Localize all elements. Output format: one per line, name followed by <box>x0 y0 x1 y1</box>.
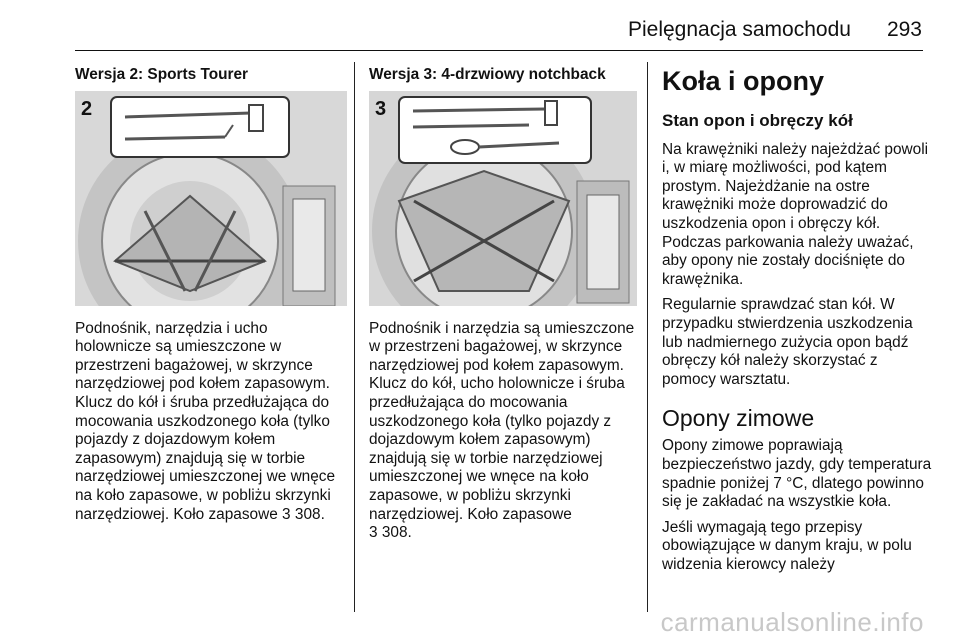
chapter-title: Koła i opony <box>662 66 824 96</box>
ref-arrow-icon: 3 <box>369 524 378 542</box>
column-sports-tourer <box>75 62 347 531</box>
column-wheels-tyres <box>662 62 932 581</box>
page-number: 293 <box>886 18 922 41</box>
page-title: Pielęgnacja samochodu <box>627 18 851 41</box>
section-subtitle: Stan opon i obręczy kół <box>662 111 853 130</box>
paragraph-3: Opony zimowe poprawiają bezpieczeństwo jazdy, gdy temperatura spadnie poniżej 7 °C, dlatego powinno się je zakładać na wszystkie koła. <box>662 437 932 511</box>
figure-label: 3 <box>375 97 387 120</box>
section-heading: Wersja 2: Sports Tourer <box>75 66 249 83</box>
ref-page: 308. <box>381 524 412 542</box>
column-divider-2 <box>647 62 648 612</box>
body-paragraph: Podnośnik, narzędzia i ucho holownicze są umieszczone w przestrzeni bagażowej, w skrzynce narzędziowej pod kołem zapasowym. Klucz do kół i śruba przedłużająca do mocowania uszkodzonego koła (tylko pojazdy z dojazdowym kołem zapasowym) znajdują się w torbie narzędziowej umieszczonej we wnęce na koło zapasowe, w pobliżu skrzynki narzędziowej. Koło zapasowe 3 308. <box>75 319 336 523</box>
page-header <box>628 18 922 42</box>
paragraph-1: Na krawężniki należy najeżdżać powoli i, w miarę możliwości, pod kątem prostym. Najeżdżanie na ostre krawężniki może doprowadzić do uszkodzenia opon i obręczy kół. Podczas parkowania należy uważać, aby opony nie zostały dociśnięte do krawężnika. <box>662 140 929 288</box>
section-heading: Wersja 3: 4-drzwiowy notchback <box>369 66 606 83</box>
column-notchback <box>369 62 637 550</box>
ref-page: 308. <box>294 505 325 523</box>
header-rule <box>75 50 923 51</box>
paragraph-2: Regularnie sprawdzać stan kół. W przypadku stwierdzenia uszkodzenia lub nadmiernego zużycia opon bądź obręczy kół należy skorzystać z pomocy warsztatu. <box>662 296 913 388</box>
paragraph-4: Jeśli wymagają tego przepisy obowiązujące w danym kraju, w polu widzenia kierowcy należy <box>662 518 912 573</box>
section-title-winter-tyres: Opony zimowe <box>662 405 815 432</box>
column-divider-1 <box>354 62 355 612</box>
ref-arrow-icon: 3 <box>282 505 291 523</box>
jack-toolbox-illustration <box>369 91 637 306</box>
watermark: carmanualsonline.info <box>660 607 924 637</box>
jack-toolbox-illustration <box>75 91 347 306</box>
body-paragraph: Podnośnik i narzędzia są umieszczone w przestrzeni bagażowej, w skrzynce narzędziowej pod kołem zapasowym. Klucz do kół, ucho holownicze i śruba przedłużająca do mocowania uszkodzonego koła (tylko pojazdy z dojazdowym kołem zapasowym) znajdują się w torbie narzędziowej umieszczonej we wnęce na koło zapasowe, w pobliżu skrzynki narzędziowej. Koło zapasowe 3 308. <box>369 319 635 542</box>
figure-label: 2 <box>81 97 93 120</box>
